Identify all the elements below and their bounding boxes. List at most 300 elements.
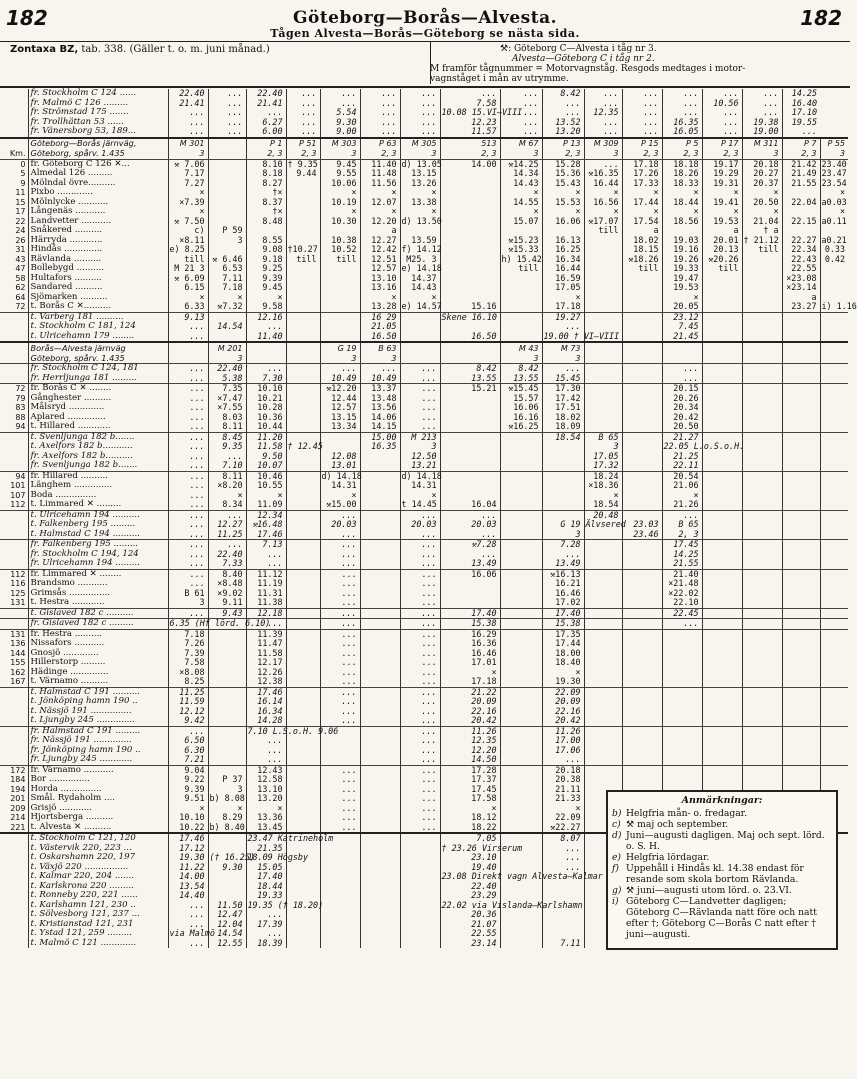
time-cell: ...	[662, 374, 702, 384]
time-cell	[702, 726, 742, 736]
km-cell	[0, 853, 28, 863]
time-cell: 11.59	[168, 697, 208, 707]
time-cell: †×	[246, 188, 286, 198]
time-cell: ...	[168, 108, 208, 118]
time-cell: 22.40	[246, 89, 286, 99]
time-cell	[360, 520, 400, 530]
time-cell: 10.46	[246, 471, 286, 481]
time-cell	[542, 500, 584, 510]
station-cell: Göteborg, spårv. 1.435	[28, 149, 168, 160]
time-cell	[208, 649, 246, 659]
time-cell	[742, 403, 782, 413]
time-cell: ...	[542, 755, 584, 765]
km-cell	[0, 138, 28, 149]
time-cell: 21.07	[440, 920, 500, 930]
time-cell: 13.38	[400, 198, 440, 208]
time-cell	[320, 283, 360, 293]
station-cell: Hädinge ..............	[28, 668, 168, 678]
time-cell: 16.06	[542, 217, 584, 227]
time-cell	[584, 374, 622, 384]
time-cell: till	[584, 226, 622, 236]
time-cell	[622, 283, 662, 293]
time-cell	[360, 765, 400, 775]
time-cell	[440, 589, 500, 599]
time-cell: 19.40	[440, 863, 500, 873]
time-cell: ...	[168, 540, 208, 550]
time-cell	[584, 755, 622, 765]
time-cell: 21.41	[168, 99, 208, 109]
time-cell: 13.55	[500, 374, 542, 384]
time-cell: 11.48	[360, 169, 400, 179]
time-cell	[208, 726, 246, 736]
time-cell: ...	[320, 550, 360, 560]
time-cell: 2, 3	[782, 149, 820, 160]
km-cell	[0, 118, 28, 128]
km-cell: 31	[15, 245, 26, 255]
time-cell: ⚒20.26	[702, 255, 742, 265]
time-cell	[320, 736, 360, 746]
km-cell: 172	[0, 765, 28, 775]
time-cell	[286, 863, 320, 873]
time-cell: 13.20	[246, 794, 286, 804]
time-cell: 6.50	[168, 736, 208, 746]
time-cell: 17.40	[542, 608, 584, 619]
time-cell	[286, 677, 320, 687]
km-cell: 194	[10, 784, 26, 794]
time-cell: a	[782, 293, 820, 303]
time-cell: ...	[400, 550, 440, 560]
km-cell	[0, 452, 28, 462]
time-cell	[742, 332, 782, 343]
time-cell: P 5	[662, 138, 702, 149]
time-cell: 513	[440, 138, 500, 149]
time-cell: 12.12	[168, 707, 208, 717]
time-cell: B 65	[584, 432, 622, 442]
time-cell: M 303	[320, 138, 360, 149]
time-cell	[702, 283, 742, 293]
time-cell	[782, 374, 820, 384]
time-cell	[584, 302, 622, 312]
km-cell	[0, 833, 28, 844]
timetable-row	[0, 283, 848, 293]
time-cell: ...	[500, 127, 542, 138]
station-cell: fr. Svenljunga 182 b.......	[28, 461, 168, 471]
time-cell: ×	[622, 188, 662, 198]
time-cell: 18.02	[622, 236, 662, 246]
time-cell	[622, 736, 662, 746]
time-cell: 13.49	[542, 559, 584, 569]
time-cell	[702, 520, 742, 530]
km-cell	[0, 108, 28, 118]
time-cell	[782, 452, 820, 462]
time-cell: 8.48	[246, 217, 286, 227]
time-cell	[286, 274, 320, 284]
time-cell	[622, 500, 662, 510]
timetable-row	[0, 598, 848, 608]
time-cell	[622, 322, 662, 332]
km-cell	[0, 939, 28, 949]
station-cell: Snåkered ..........	[28, 226, 168, 236]
time-cell: 17.46	[246, 687, 286, 697]
time-cell	[820, 342, 848, 353]
time-cell	[782, 432, 820, 442]
time-cell	[662, 658, 702, 668]
time-cell	[782, 491, 820, 501]
time-cell	[440, 255, 500, 265]
time-cell	[782, 413, 820, 423]
station-cell: t. Kalmar 220, 204 .......	[28, 872, 168, 882]
time-cell: ...	[400, 677, 440, 687]
time-cell	[782, 332, 820, 343]
time-cell: ×	[584, 491, 622, 501]
time-cell	[820, 312, 848, 322]
time-cell	[742, 364, 782, 374]
time-cell	[702, 530, 742, 540]
time-cell	[820, 639, 848, 649]
km-cell: 62	[15, 283, 26, 293]
time-cell	[622, 608, 662, 619]
time-cell: ...	[400, 794, 440, 804]
time-cell	[820, 432, 848, 442]
station-cell: t. Ystad 121, 259 .........	[28, 929, 168, 939]
time-cell	[584, 629, 622, 639]
timetable-row	[0, 217, 848, 227]
remark-item	[612, 808, 832, 819]
time-cell: ...	[400, 765, 440, 775]
time-cell: 23.14	[440, 939, 500, 949]
time-cell: 12.18	[246, 608, 286, 619]
time-cell	[742, 677, 782, 687]
timetable-row	[0, 559, 848, 569]
timetable-row	[0, 755, 848, 765]
time-cell: 11.58	[246, 649, 286, 659]
time-cell: M 309	[584, 138, 622, 149]
time-cell: ...	[742, 99, 782, 109]
time-cell: 12.04	[208, 920, 246, 930]
time-cell: ...	[400, 589, 440, 599]
time-cell	[440, 217, 500, 227]
time-cell: 19.30	[168, 853, 208, 863]
time-cell: 15.16	[440, 302, 500, 312]
time-cell	[622, 540, 662, 550]
time-cell: 15.07	[500, 217, 542, 227]
time-cell	[702, 707, 742, 717]
time-cell: ...	[168, 559, 208, 569]
time-cell: ×	[500, 207, 542, 217]
time-cell: 20.34	[662, 403, 702, 413]
time-cell: ...	[168, 500, 208, 510]
time-cell: ×7.39	[168, 198, 208, 208]
time-cell: 17.54	[622, 217, 662, 227]
time-cell	[500, 785, 542, 795]
station-cell: fr. Jönköping hamn 190 ..	[28, 746, 168, 756]
time-cell	[208, 179, 246, 189]
time-cell: 16.44	[584, 179, 622, 189]
time-cell: 13.37	[360, 384, 400, 394]
time-cell: ...	[320, 589, 360, 599]
time-cell: 8.42	[440, 364, 500, 374]
time-cell	[286, 765, 320, 775]
time-cell: 14.54	[208, 929, 246, 939]
time-cell: 16 29	[360, 312, 400, 322]
station-cell: fr. Malmö C 126 .........	[28, 99, 168, 109]
time-cell	[742, 432, 782, 442]
time-cell: ×8.11	[168, 236, 208, 246]
time-cell: 13.21	[400, 461, 440, 471]
time-cell: 22.11	[662, 461, 702, 471]
time-cell: ...	[584, 118, 622, 128]
km-cell	[0, 891, 28, 901]
time-cell: 13.10	[360, 274, 400, 284]
time-cell	[286, 785, 320, 795]
time-cell	[584, 384, 622, 394]
time-cell: 2, 3	[622, 149, 662, 160]
time-cell: 7.13	[246, 540, 286, 550]
time-cell	[820, 403, 848, 413]
time-cell: a0.03	[821, 196, 847, 207]
station-cell: Sjömarken ..........	[28, 293, 168, 303]
time-cell	[782, 442, 820, 452]
time-cell	[286, 736, 320, 746]
time-cell	[782, 668, 820, 678]
time-cell	[584, 598, 622, 608]
time-cell: ...	[320, 716, 360, 726]
km-cell: 125	[10, 588, 26, 598]
km-cell: 184	[10, 775, 26, 785]
time-cell	[702, 619, 742, 630]
time-cell: 2, 3	[440, 149, 500, 160]
time-cell: 6.53	[208, 264, 246, 274]
time-cell	[742, 274, 782, 284]
station-cell: t. Jönköping hamn 190 ..	[28, 697, 168, 707]
time-cell	[360, 939, 400, 949]
time-cell: 20.50	[742, 198, 782, 208]
time-cell	[662, 697, 702, 707]
time-cell	[584, 342, 622, 353]
time-cell	[208, 159, 246, 169]
station-cell: t. Växjö 220 ................	[28, 863, 168, 873]
time-cell	[500, 746, 542, 756]
time-cell	[782, 677, 820, 687]
time-cell	[500, 765, 542, 775]
time-cell	[500, 794, 542, 804]
time-cell	[584, 736, 622, 746]
time-cell	[286, 804, 320, 814]
time-cell	[584, 775, 622, 785]
time-cell	[440, 452, 500, 462]
time-cell: ×8.08	[168, 668, 208, 678]
time-cell: ...	[320, 697, 360, 707]
time-cell	[500, 530, 542, 540]
time-cell	[360, 540, 400, 550]
time-cell	[662, 736, 702, 746]
time-cell: 7.27	[168, 179, 208, 189]
time-cell: M 21 3	[168, 264, 208, 274]
time-cell	[360, 920, 400, 930]
remark-item	[612, 830, 832, 852]
time-cell	[742, 312, 782, 322]
time-cell: ...	[400, 384, 440, 394]
time-cell	[584, 668, 622, 678]
time-cell: 11.31	[246, 589, 286, 599]
time-cell: 15.57	[500, 394, 542, 404]
time-cell	[320, 274, 360, 284]
km-cell	[0, 540, 28, 550]
time-cell	[782, 403, 820, 413]
time-cell	[286, 403, 320, 413]
time-cell	[742, 264, 782, 274]
time-cell: † 9.35	[286, 159, 320, 169]
time-cell	[286, 649, 320, 659]
time-cell: 12.26	[246, 668, 286, 678]
time-cell	[820, 687, 848, 697]
time-cell	[208, 833, 246, 844]
time-cell: 21.27	[662, 432, 702, 442]
station-cell: t. Varberg 181 ..........	[28, 312, 168, 322]
time-cell	[820, 550, 848, 560]
station-cell: fr. Trollhättan 53 ......	[28, 118, 168, 128]
km-cell	[0, 872, 28, 882]
time-cell: 0.33	[820, 245, 848, 255]
time-cell	[360, 775, 400, 785]
time-cell	[742, 353, 782, 364]
time-cell: 17.05	[584, 452, 622, 462]
time-cell	[440, 283, 500, 293]
km-cell	[0, 550, 28, 560]
time-cell: ...	[208, 510, 246, 520]
time-cell	[286, 226, 320, 236]
timetable-row	[0, 302, 848, 312]
time-cell	[742, 520, 782, 530]
time-cell: d) 13.05	[401, 158, 442, 169]
time-cell: ...	[168, 939, 208, 949]
time-cell: 8.34	[208, 500, 246, 510]
time-cell: ...	[208, 540, 246, 550]
station-cell: fr. Borås C ✕ ........	[28, 384, 168, 394]
remark-item	[612, 896, 832, 940]
time-cell	[820, 471, 848, 481]
time-cell: b) 8.08	[209, 793, 245, 804]
time-cell	[360, 530, 400, 540]
time-cell: ...	[400, 118, 440, 128]
time-cell	[500, 520, 542, 530]
time-cell	[702, 374, 742, 384]
time-cell: ...	[400, 668, 440, 678]
time-cell	[702, 500, 742, 510]
time-cell	[742, 342, 782, 353]
time-cell: 11.39	[246, 629, 286, 639]
time-cell	[286, 293, 320, 303]
time-cell: ⚒17.07	[584, 217, 622, 227]
time-cell: ...	[400, 775, 440, 785]
time-cell: ...	[168, 118, 208, 128]
time-cell: ×	[246, 491, 286, 501]
time-cell	[584, 293, 622, 303]
time-cell: 3	[168, 598, 208, 608]
time-cell	[500, 598, 542, 608]
time-cell: 14.37	[400, 274, 440, 284]
time-cell	[584, 394, 622, 404]
time-cell: ...	[320, 530, 360, 540]
zone-tariff	[10, 44, 270, 55]
time-cell	[742, 302, 782, 312]
time-cell	[400, 901, 440, 911]
time-cell	[542, 910, 584, 920]
time-cell: 20.50	[662, 422, 702, 432]
station-cell: t. Svenljunga 182 b.......	[28, 432, 168, 442]
time-cell: ⚒ 6.46	[208, 255, 246, 265]
station-cell: Gnosjö .............	[28, 649, 168, 659]
time-cell: i) 1.16	[821, 301, 857, 312]
km-cell: 83	[15, 403, 26, 413]
time-cell: a	[622, 226, 662, 236]
time-cell: ×	[702, 207, 742, 217]
km-cell: 43	[15, 254, 26, 264]
time-cell: ...	[400, 649, 440, 659]
time-cell: 23.08 Direkt vagn Alvesta—Kalmar	[441, 871, 603, 882]
time-cell: till	[286, 255, 320, 265]
time-cell: 23.12	[662, 312, 702, 322]
station-cell: Grimsås ...............	[28, 589, 168, 599]
time-cell	[500, 589, 542, 599]
time-cell: ...	[320, 813, 360, 823]
timetable-row	[0, 342, 848, 353]
time-cell: 8.45	[208, 432, 246, 442]
time-cell	[622, 481, 662, 491]
time-cell: ...	[400, 629, 440, 639]
time-cell: 23.29	[440, 891, 500, 901]
time-cell	[622, 707, 662, 717]
time-cell: B 63	[360, 342, 400, 353]
time-cell	[742, 510, 782, 520]
time-cell: 8.42	[542, 89, 584, 99]
time-cell	[622, 403, 662, 413]
time-cell	[542, 471, 584, 481]
time-cell: 9.55	[320, 169, 360, 179]
station-cell: Göteborg—Borås järnväg,	[28, 138, 168, 149]
time-cell	[742, 726, 782, 736]
time-cell: B 65	[662, 520, 702, 530]
time-cell: ...	[400, 608, 440, 619]
time-cell: 17.51	[542, 403, 584, 413]
time-cell	[662, 765, 702, 775]
time-cell	[584, 746, 622, 756]
time-cell: ...	[320, 559, 360, 569]
time-cell	[584, 726, 622, 736]
time-cell: M 311	[742, 138, 782, 149]
time-cell	[584, 255, 622, 265]
time-cell: 9.43	[208, 608, 246, 619]
time-cell: 7.18	[208, 283, 246, 293]
time-cell: 17.45	[440, 785, 500, 795]
time-cell	[286, 639, 320, 649]
time-cell	[286, 312, 320, 322]
time-cell	[440, 198, 500, 208]
time-cell	[400, 929, 440, 939]
time-cell: 8.11	[208, 471, 246, 481]
time-cell	[742, 765, 782, 775]
time-cell	[782, 550, 820, 560]
time-cell: ⚒15.33	[500, 245, 542, 255]
km-cell: 112	[10, 500, 26, 510]
time-cell	[622, 384, 662, 394]
time-cell: 22.43	[782, 255, 820, 265]
time-cell: 19.16	[662, 245, 702, 255]
time-cell: ...	[168, 471, 208, 481]
time-cell	[208, 736, 246, 746]
km-cell: 15	[15, 197, 26, 207]
station-cell: t. Sölvesborg 121, 237 ...	[28, 910, 168, 920]
